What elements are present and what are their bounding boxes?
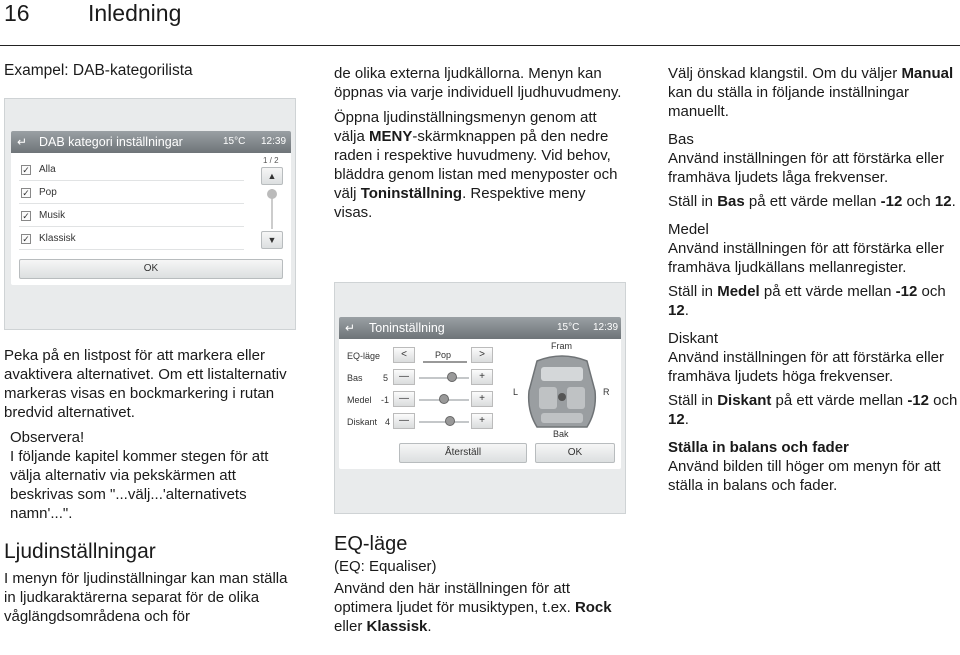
term-diskant: Diskant bbox=[717, 392, 772, 409]
checkbox[interactable]: ✓ bbox=[22, 234, 30, 244]
checkbox[interactable]: ✓ bbox=[22, 188, 30, 198]
balance-text: Använd bilden till höger om menyn för att ställa in balans och fader. bbox=[668, 458, 941, 494]
max-value: 12 bbox=[934, 193, 952, 210]
page-header bbox=[0, 0, 960, 46]
term-manual: Manual bbox=[901, 65, 954, 82]
text-run: och bbox=[902, 193, 935, 210]
eq-value: Pop bbox=[435, 350, 452, 360]
bas-plus-button[interactable]: + bbox=[471, 369, 493, 385]
text-run: Använd den här inställningen för att optimera ljudet för musiktypen, t.ex. bbox=[334, 580, 575, 616]
bas-heading: Bas bbox=[668, 131, 694, 148]
tone-screenshot bbox=[334, 282, 626, 514]
section-text: I menyn för ljudinställningar kan man ställa in ljudkaraktärerna separat för de olika våglängdsområdena och för bbox=[4, 570, 288, 625]
text-run: . bbox=[684, 302, 689, 319]
text-run: Ställ in bbox=[668, 392, 718, 409]
bas-set bbox=[668, 192, 960, 211]
min-value: -12 bbox=[907, 392, 929, 409]
list-item-label: Klassisk bbox=[39, 233, 76, 244]
right-label: R bbox=[603, 387, 610, 397]
paragraph bbox=[334, 108, 626, 222]
column-1 bbox=[4, 346, 296, 626]
list-item-label: Pop bbox=[39, 187, 57, 198]
list-item[interactable] bbox=[19, 205, 244, 227]
section-heading: Ljudinställningar bbox=[4, 540, 156, 563]
text-run: . bbox=[684, 411, 689, 428]
chapter-title: Inledning bbox=[88, 0, 182, 26]
back-arrow-icon[interactable]: ↵ bbox=[345, 321, 356, 335]
list-item[interactable] bbox=[19, 182, 244, 204]
text-run: på ett värde mellan bbox=[744, 193, 881, 210]
diskant-text: Använd inställningen för att förstärka eller framhäva ljudets höga frekvenser. bbox=[668, 349, 944, 385]
bas-minus-button[interactable]: — bbox=[393, 369, 415, 385]
paragraph bbox=[334, 579, 626, 636]
term-bas: Bas bbox=[717, 193, 745, 210]
medel-value: -1 bbox=[381, 395, 390, 405]
bas-label: Bas bbox=[347, 373, 363, 383]
checkbox[interactable]: ✓ bbox=[22, 165, 30, 175]
medel-set bbox=[668, 282, 960, 320]
min-value: -12 bbox=[880, 193, 903, 210]
term-medel: Medel bbox=[717, 283, 760, 300]
column-2 bbox=[334, 64, 626, 222]
fram-label: Fram bbox=[551, 341, 572, 351]
text-run: Ställ in bbox=[668, 193, 718, 210]
text-run: -skärmknappen på den nedre raden i respektive huvudmeny. Vid behov, bläddra genom listan med menyposter och välj bbox=[334, 128, 618, 202]
clock: 12:39 bbox=[593, 322, 619, 333]
text-run: Ställ in bbox=[668, 283, 718, 300]
bas-value: 5 bbox=[383, 373, 389, 383]
scrollbar-thumb[interactable] bbox=[267, 189, 277, 199]
page-number: 16 bbox=[4, 0, 30, 26]
menu-item-term: Toninställning bbox=[360, 185, 463, 202]
column-3 bbox=[668, 64, 960, 495]
medel-label: Medel bbox=[347, 395, 372, 405]
text-run: Välj önskad klangstil. Om du väljer bbox=[668, 65, 902, 82]
paragraph: de olika externa ljudkällorna. Menyn kan öppnas via varje individuell ljudhuvudmeny. bbox=[334, 65, 622, 101]
section-heading: EQ-läge bbox=[334, 533, 408, 555]
max-value: 12 bbox=[668, 411, 685, 428]
balance-heading: Ställa in balans och fader bbox=[668, 439, 849, 456]
text-run: Öppna ljudinställningsmenyn genom att välja bbox=[334, 109, 597, 145]
car-balance-fader-icon[interactable] bbox=[523, 351, 601, 431]
eq-prev-button[interactable]: < bbox=[393, 347, 415, 363]
checkbox[interactable]: ✓ bbox=[22, 211, 30, 221]
back-arrow-icon[interactable]: ↵ bbox=[17, 135, 28, 149]
min-value: -12 bbox=[895, 283, 918, 300]
scroll-down-button[interactable]: ▼ bbox=[261, 231, 283, 249]
scroll-up-button[interactable]: ▲ bbox=[261, 167, 283, 185]
eq-indicator bbox=[423, 361, 467, 363]
ok-button[interactable]: OK bbox=[19, 259, 283, 279]
text-run: . Respektive meny visas. bbox=[334, 185, 586, 221]
diskant-minus-button[interactable]: — bbox=[393, 413, 415, 429]
bas-slider-track[interactable] bbox=[419, 377, 469, 379]
ok-button[interactable]: OK bbox=[535, 443, 615, 463]
paragraph: Peka på en listpost för att markera eller avaktivera alternativet. Om ett listalternativ markeras visas en bockmarkering i rutan bredvid alternativet. bbox=[4, 347, 287, 421]
text-run: . bbox=[951, 193, 956, 210]
tone-screen bbox=[339, 317, 621, 469]
medel-heading: Medel bbox=[668, 221, 709, 238]
dab-title-bar bbox=[11, 131, 291, 153]
medel-minus-button[interactable]: — bbox=[393, 391, 415, 407]
menu-button-term: MENY bbox=[369, 128, 413, 145]
text-run: kan du ställa in följande inställningar manuellt. bbox=[668, 84, 909, 120]
reset-button[interactable]: Återställ bbox=[399, 443, 527, 463]
list-item[interactable] bbox=[19, 228, 244, 250]
text-run: eller bbox=[334, 618, 367, 635]
paragraph bbox=[668, 64, 960, 121]
text-run: och bbox=[917, 283, 946, 300]
temperature: 15°C bbox=[557, 322, 580, 333]
clock: 12:39 bbox=[261, 136, 287, 147]
temperature: 15°C bbox=[223, 136, 246, 147]
column-2-lower bbox=[334, 532, 626, 636]
max-value: 12 bbox=[668, 302, 685, 319]
text-run: och bbox=[929, 392, 958, 409]
tone-title-bar bbox=[339, 317, 621, 339]
medel-plus-button[interactable]: + bbox=[471, 391, 493, 407]
diskant-plus-button[interactable]: + bbox=[471, 413, 493, 429]
dab-screenshot bbox=[4, 98, 296, 330]
left-label: L bbox=[513, 387, 519, 397]
list-item-label: Musik bbox=[39, 210, 66, 221]
subheading: (EQ: Equaliser) bbox=[334, 558, 437, 575]
bas-text: Använd inställningen för att förstärka eller framhäva ljudets låga frekvenser. bbox=[668, 150, 944, 186]
note-heading: Observera! bbox=[10, 429, 85, 446]
dab-screen bbox=[11, 131, 291, 285]
note-text: I följande kapitel kommer stegen för att välja alternativ via pekskärmen att beskrivas som "...välj...'alternativets namn'...". bbox=[10, 448, 269, 522]
diskant-value: 4 bbox=[385, 417, 391, 427]
list-item-label: Alla bbox=[39, 164, 56, 175]
text-run: på ett värde mellan bbox=[759, 283, 896, 300]
list-item[interactable] bbox=[19, 159, 244, 181]
term-klassisk: Klassisk bbox=[366, 618, 428, 635]
page-indicator: 1 / 2 bbox=[263, 156, 279, 165]
diskant-set bbox=[668, 391, 960, 429]
diskant-slider-thumb[interactable] bbox=[445, 416, 455, 426]
diskant-heading: Diskant bbox=[668, 330, 719, 347]
eq-next-button[interactable]: > bbox=[471, 347, 493, 363]
diskant-label: Diskant bbox=[347, 417, 378, 427]
diskant-slider-track[interactable] bbox=[419, 421, 469, 423]
text-run: på ett värde mellan bbox=[771, 392, 908, 409]
medel-text: Använd inställningen för att förstärka eller framhäva ljudkällans mellanregister. bbox=[668, 240, 944, 276]
figure-caption: Exampel: DAB-kategorilista bbox=[4, 62, 193, 79]
tone-screen-title: Toninställning bbox=[369, 321, 445, 335]
bak-label: Bak bbox=[553, 429, 569, 439]
eq-label: EQ-läge bbox=[347, 351, 381, 361]
term-rock: Rock bbox=[574, 599, 612, 616]
medel-slider-thumb[interactable] bbox=[439, 394, 449, 404]
bas-slider-thumb[interactable] bbox=[447, 372, 457, 382]
text-run: . bbox=[427, 618, 432, 635]
dab-screen-title: DAB kategori inställningar bbox=[39, 135, 183, 149]
